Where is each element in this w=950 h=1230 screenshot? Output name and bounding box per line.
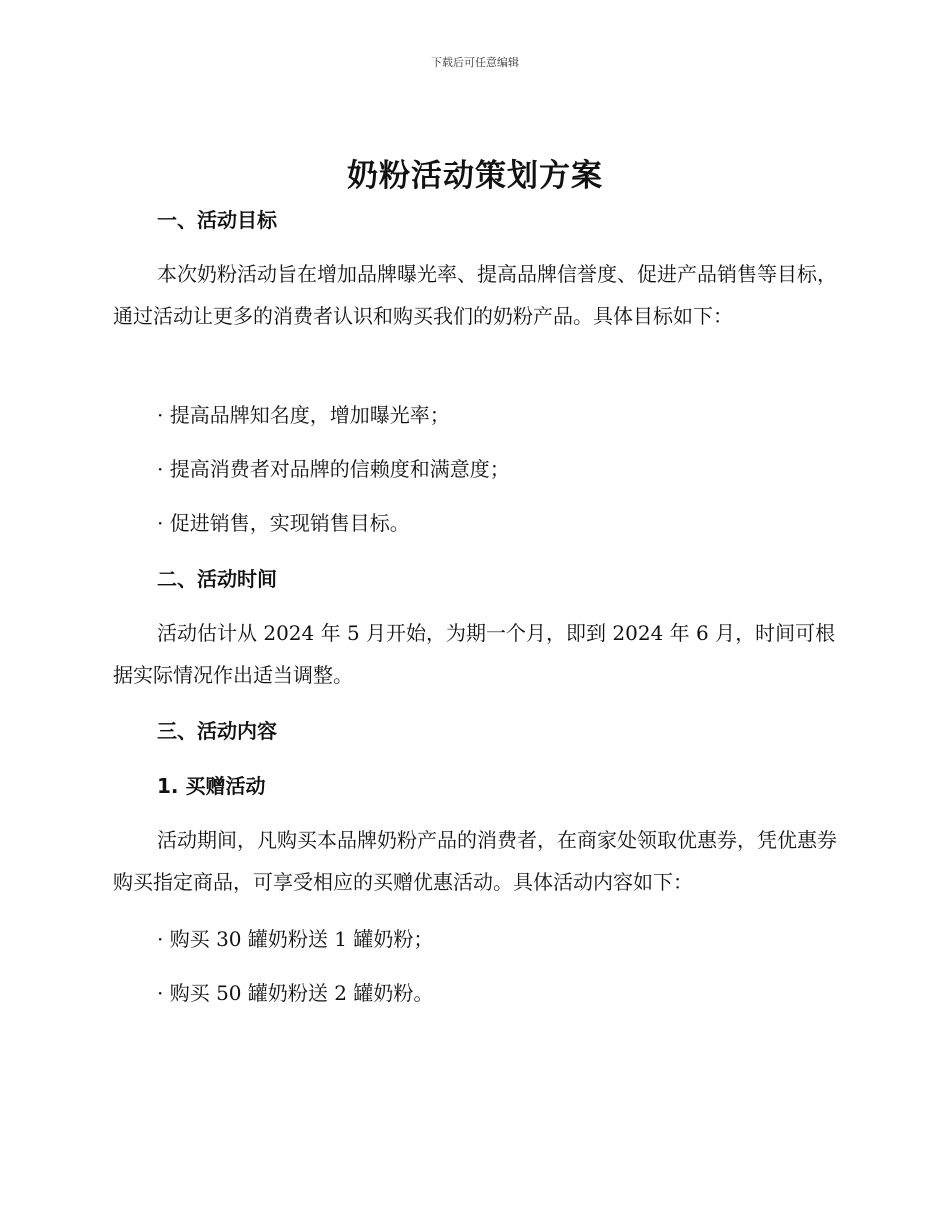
document-title: 奶粉活动策划方案 [347,158,603,194]
section-heading-goals: 一、活动目标 [157,208,277,232]
goals-paragraph: 本次奶粉活动旨在增加品牌曝光率、提高品牌信誉度、促进产品销售等目标，通过活动让更多的消费者认识和购买我们的奶粉产品。具体目标如下： [113,262,837,328]
section-heading-time: 二、活动时间 [157,567,277,591]
buy-gift-bullet: · 购买 30 罐奶粉送 1 罐奶粉； [157,927,434,951]
goal-bullet: · 促进销售，实现销售目标。 [157,511,410,535]
page-header-note: 下载后可任意编辑 [431,56,519,69]
time-paragraph: 活动估计从 2024 年 5 月开始，为期一个月，即到 2024 年 6 月，时间可根据实际情况作出适当调整。 [113,621,836,687]
section-heading-content: 三、活动内容 [157,719,277,743]
buy-gift-paragraph: 活动期间，凡购买本品牌奶粉产品的消费者，在商家处领取优惠券，凭优惠券购买指定商品，可享受相应的买赠优惠活动。具体活动内容如下： [113,828,837,894]
subsection-heading-buy-gift: 1. 买赠活动 [157,774,266,798]
buy-gift-bullet: · 购买 50 罐奶粉送 2 罐奶粉。 [157,981,434,1005]
goal-bullet: · 提高消费者对品牌的信赖度和满意度； [157,457,510,481]
goal-bullet: · 提高品牌知名度，增加曝光率； [157,403,450,427]
